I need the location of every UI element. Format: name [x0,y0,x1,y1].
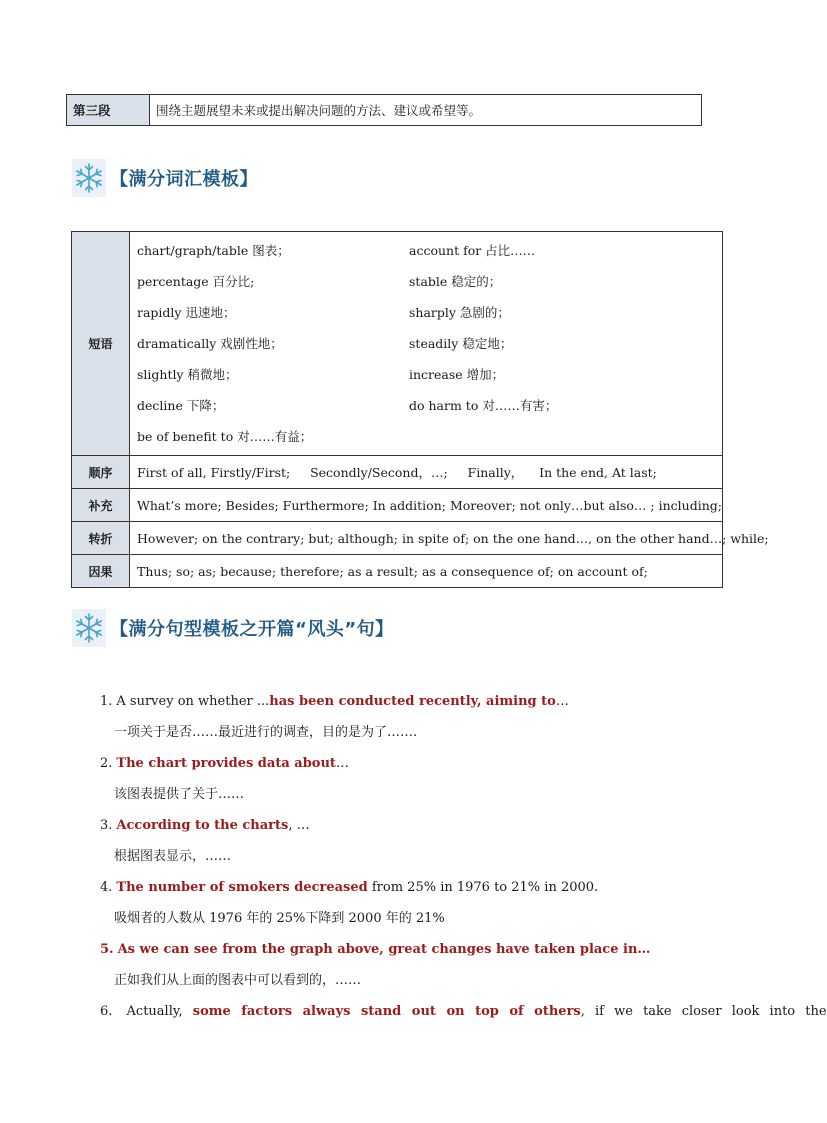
list-item [100,934,700,996]
sentence-number: 6. [100,1003,113,1019]
sentence-line [100,872,700,903]
phrase-left: dramatically 戏剧性地； [137,336,283,351]
phrases-label: 短语 [72,232,130,456]
sentence-list [100,686,827,1027]
sentence-suffix: … [555,693,569,709]
sentence-suffix: … [335,755,349,771]
sentence-translation: 根据图表显示，…… [114,848,232,864]
sentence-line [100,810,700,841]
phrase-right: increase 增加； [409,367,505,382]
paragraph-label: 第三段 [67,95,150,126]
table-row [72,489,723,522]
paragraph-description: 围绕主题展望未来或提出解决问题的方法、建议或希望等。 [150,95,702,126]
sentence-line [100,934,700,965]
row-label: 转折 [72,522,130,555]
snowflake-icon [72,609,106,647]
sentence-highlight: The number of smokers decreased [116,879,368,895]
sentence-suffix: , if we take closer look into the [580,1003,827,1019]
sentence-suffix: , … [288,817,310,833]
sentence-highlight: As we can see from the graph above, great changes have taken place in… [117,941,651,957]
phrase-left: percentage 百分比; [137,274,255,289]
list-item [100,748,700,810]
row-label: 因果 [72,555,130,588]
phrases-cell [130,232,723,456]
table-row [72,232,723,456]
phrase-left: chart/graph/table 图表； [137,243,290,258]
phrase-right: sharply 急剧的； [409,305,510,320]
sentence-line [100,686,700,717]
sentence-translation: 吸烟者的人数从 1976 年的 25%下降到 2000 年的 21% [114,910,445,926]
vocab-section-heading [72,158,258,198]
phrase-right: stable 稳定的； [409,274,502,289]
sentence-translation: 该图表提供了关于…… [114,786,245,802]
sentence-highlight: some factors always stand out on top of others [192,1003,581,1019]
sentence-highlight: The chart provides data about [116,755,336,771]
table-row [72,555,723,588]
sentence-number: 2. [100,755,113,771]
phrase-left: decline 下降； [137,398,225,413]
list-item [100,996,827,1027]
sentence-number: 3. [100,817,113,833]
paragraph-structure-table [66,94,702,126]
sentence-section-heading [72,608,394,648]
list-item [100,872,700,934]
sentence-highlight: According to the charts [116,817,289,833]
row-text: What’s more; Besides; Furthermore; In addition; Moreover; not only…but also… ; including; [130,489,723,522]
sentence-translation: 正如我们从上面的图表中可以看到的，…… [114,972,362,988]
row-text: First of all, Firstly/First; Secondly/Second，…; Finally， In the end, At last; [130,456,723,489]
row-text: However; on the contrary; but; although; in spite of; on the one hand…, on the other hand…; while; [130,522,723,555]
sentence-translation: 一项关于是否……最近进行的调查，目的是为了……. [114,724,418,740]
row-text: Thus; so; as; because; therefore; as a result; as a consequence of; on account of; [130,555,723,588]
sentence-highlight: has been conducted recently, aiming to [269,693,556,709]
sentence-section-title: 【满分句型模板之开篇“风头”句】 [110,619,394,640]
vocab-table [71,231,769,588]
phrase-right: steadily 稳定地； [409,336,513,351]
sentence-line [100,748,700,779]
phrase-left: be of benefit to 对……有益； [137,429,313,444]
phrase-right: account for 占比…… [409,243,536,258]
vocab-section-title: 【满分词汇模板】 [110,169,258,190]
sentence-suffix: from 25% in 1976 to 21% in 2000. [367,879,599,895]
sentence-line [100,996,827,1027]
sentence-number: 5. [100,941,114,957]
table-row [67,95,702,126]
phrase-grid [137,232,715,455]
snowflake-icon [72,159,106,197]
table-row [72,522,723,555]
list-item [100,686,700,748]
phrase-left: rapidly 迅速地； [137,305,236,320]
phrase-right: do harm to 对……有害； [409,398,558,413]
sentence-number: 4. [100,879,113,895]
list-item [100,810,700,872]
row-label: 顺序 [72,456,130,489]
row-label: 补充 [72,489,130,522]
table-row [72,456,723,489]
phrase-left: slightly 稍微地； [137,367,238,382]
sentence-prefix: Actually, [116,1003,193,1019]
sentence-number: 1. [100,693,113,709]
sentence-prefix: A survey on whether ... [116,693,270,709]
phrase-right [409,421,715,452]
